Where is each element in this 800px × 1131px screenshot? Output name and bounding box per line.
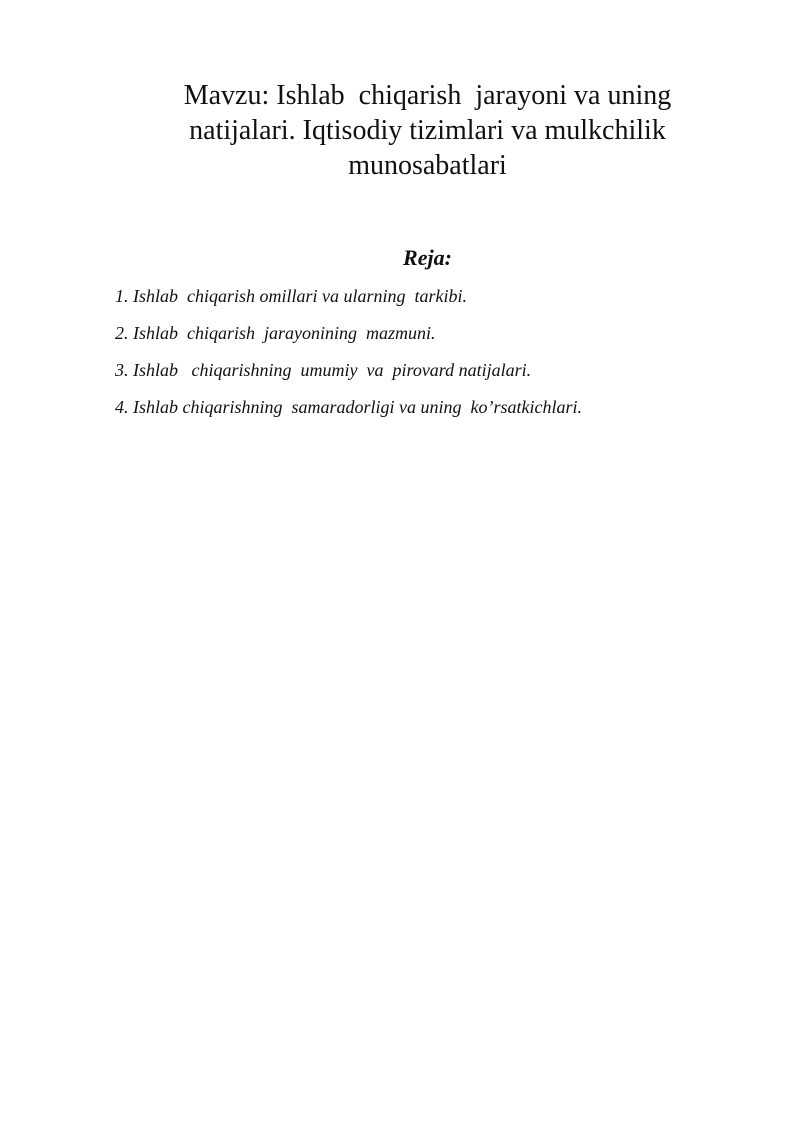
plan-item: 1. Ishlab chiqarish omillari va ularning tarkibi. xyxy=(115,286,468,306)
title-line: Mavzu: Ishlab chiqarish jarayoni va uning xyxy=(183,80,672,111)
plan-heading: Reja: xyxy=(403,245,452,270)
plan-item: 2. Ishlab chiqarish jarayonining mazmuni. xyxy=(115,323,436,343)
title-line: natijalari. Iqtisodiy tizimlari va mulkchilik xyxy=(189,115,666,146)
plan-list xyxy=(115,284,582,432)
plan-item: 4. Ishlab chiqarishning samaradorligi va uning ko’rsatkichlari. xyxy=(115,397,582,417)
title-line: munosabatlari xyxy=(348,150,507,181)
document-title xyxy=(150,78,705,183)
plan-item: 3. Ishlab chiqarishning umumiy va pirovard natijalari. xyxy=(115,360,532,380)
